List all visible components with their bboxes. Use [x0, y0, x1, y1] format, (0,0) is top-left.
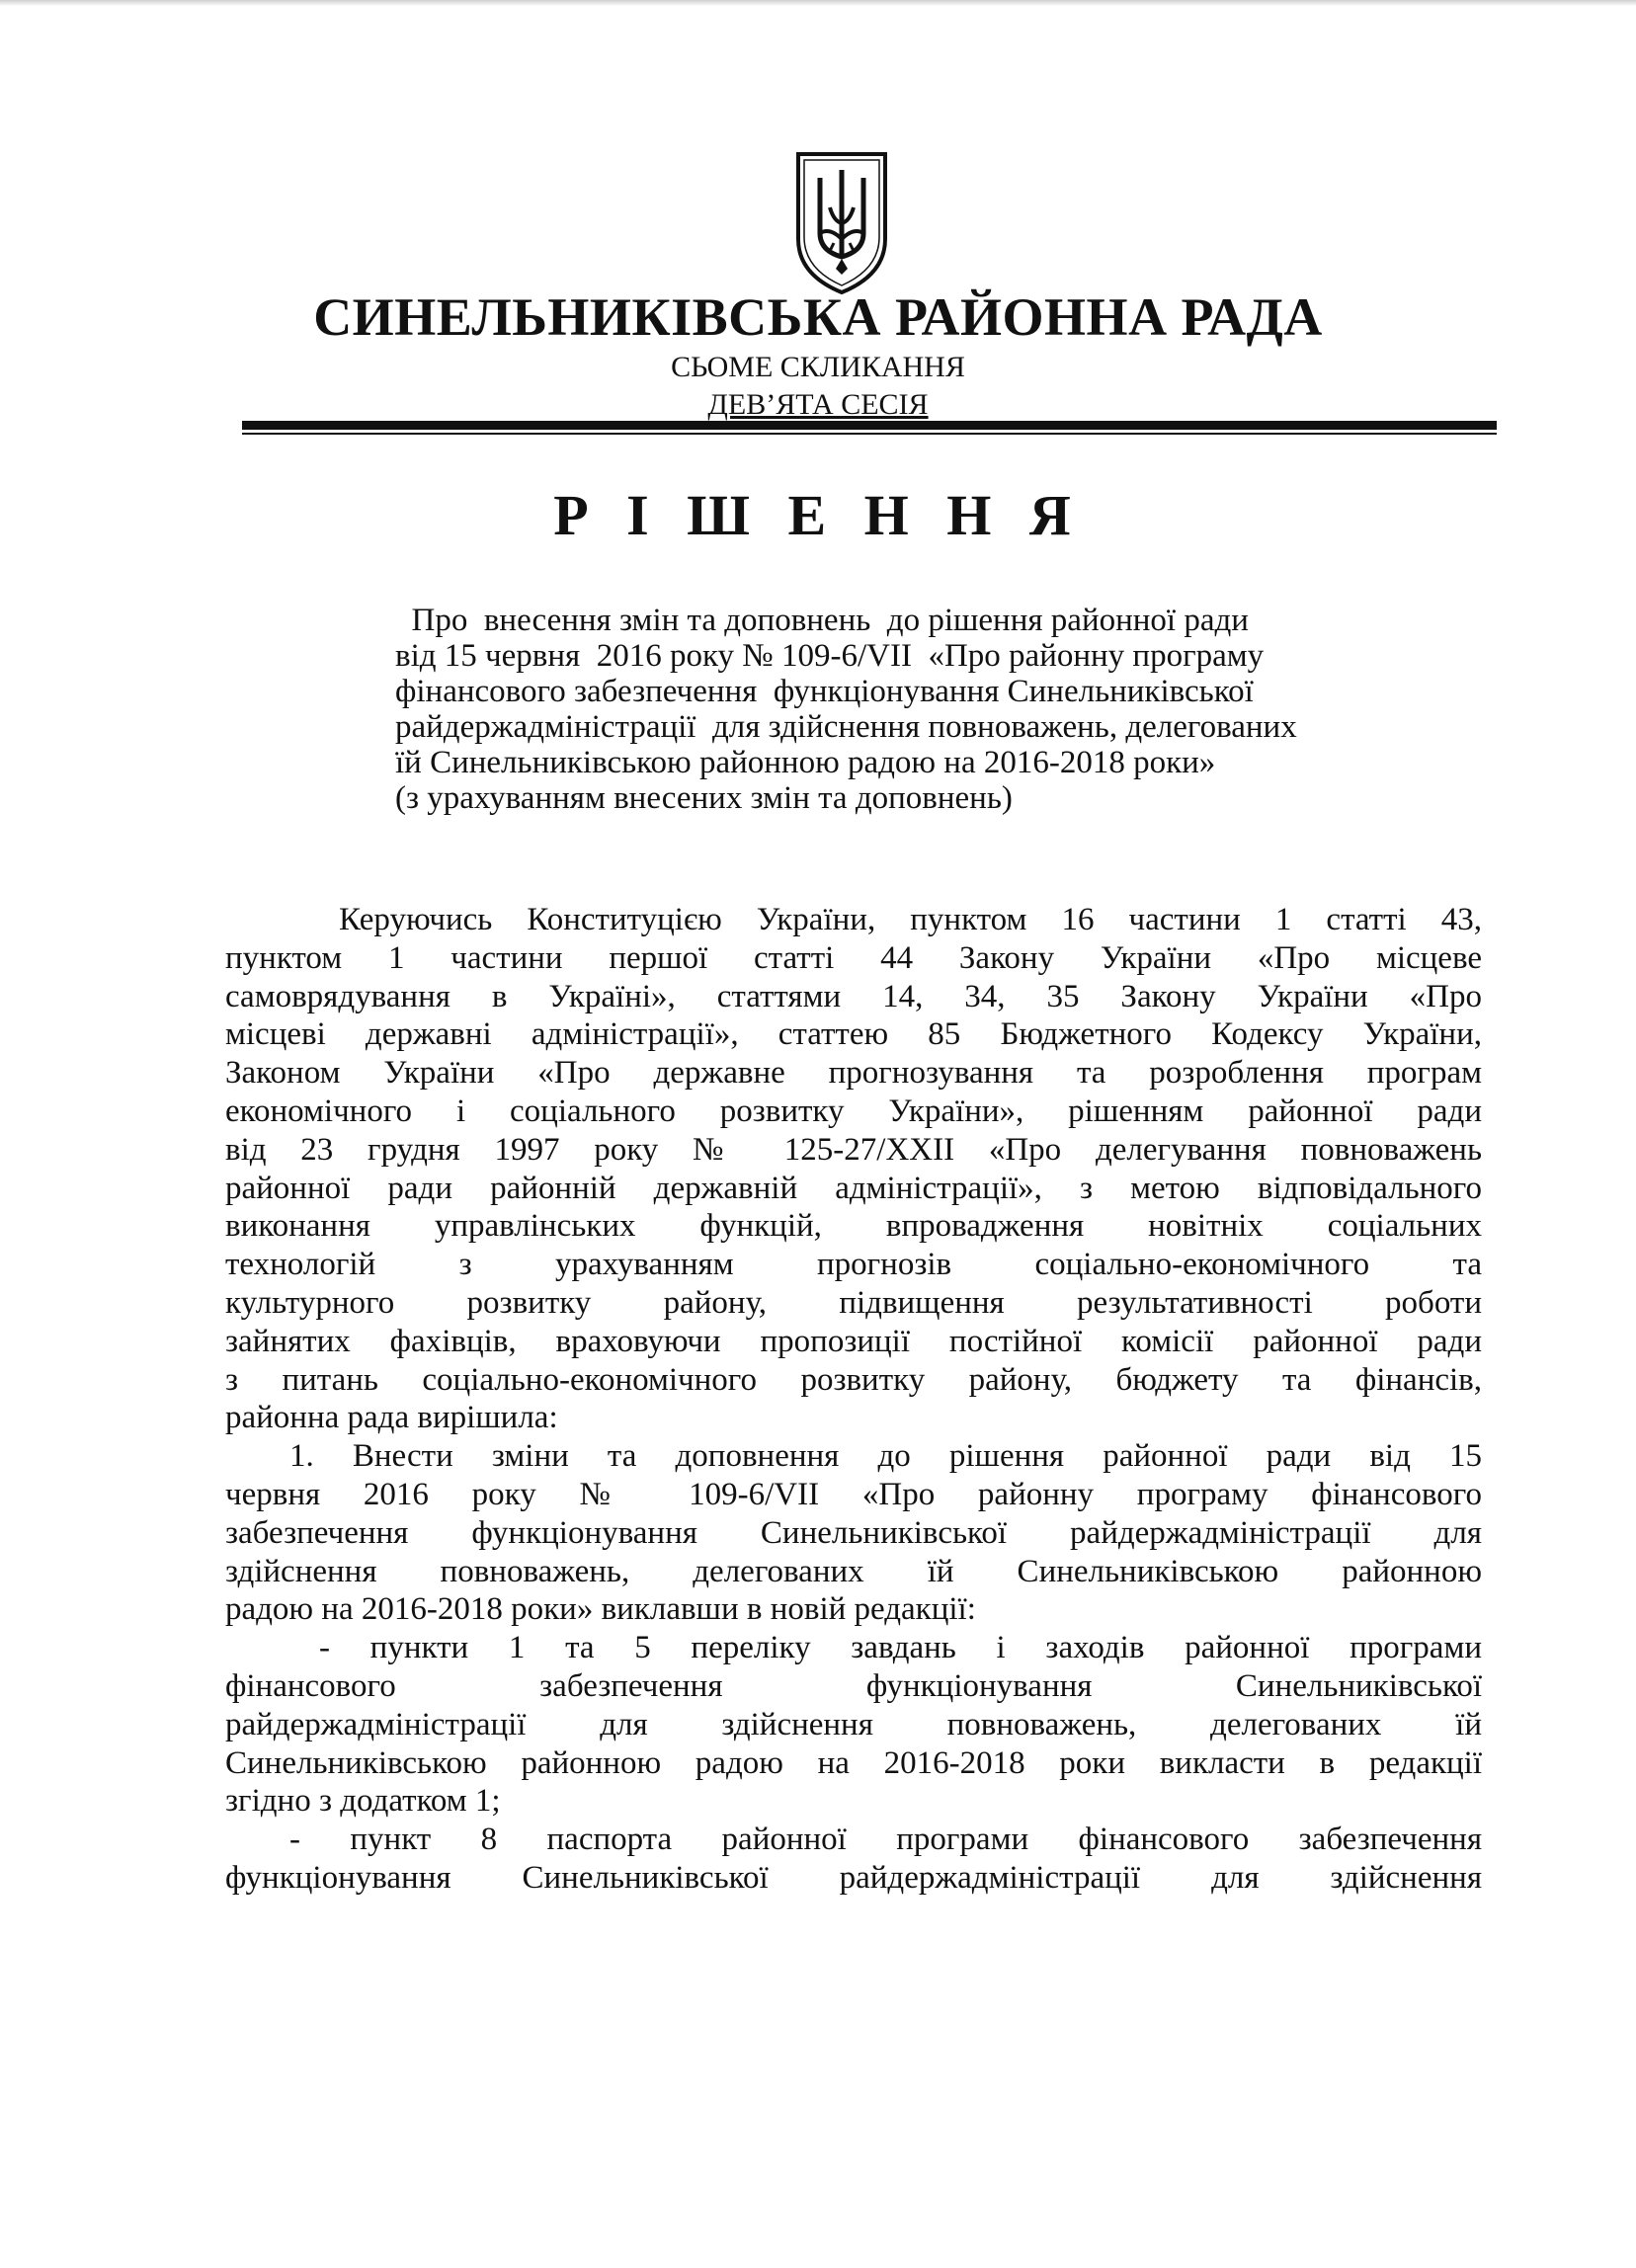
- body-line: технологій з урахуванням прогнозів соціально-економічного та: [225, 1247, 1482, 1283]
- body-line: фінансового забезпечення функціонування Синельниківської: [225, 1667, 1482, 1704]
- body-line: забезпечення функціонування Синельниківської райдержадміністрації для: [225, 1514, 1482, 1551]
- header-rule-thick: [242, 421, 1497, 430]
- body-line: функціонування Синельниківської райдержадміністрації для здійснення: [225, 1859, 1482, 1896]
- subject-line: (з урахуванням внесених змін та доповнень): [395, 780, 1013, 816]
- body-line: культурного розвитку району, підвищення результативності роботи: [225, 1284, 1482, 1321]
- scan-edge: [0, 0, 1636, 6]
- coat-of-arms-icon: [790, 148, 893, 296]
- body-line: районної ради районній державній адміністрації», з метою відповідального: [225, 1170, 1482, 1206]
- body-line: - пункт 8 паспорта районної програми фінансового забезпечення: [289, 1822, 1482, 1858]
- body-line: Керуючись Конституцією України, пунктом 16 частини 1 статті 43,: [339, 902, 1482, 937]
- council-name: СИНЕЛЬНИКІВСЬКА РАЙОННА РАДА: [313, 287, 1323, 347]
- body-line: здійснення повноважень, делегованих їй Синельниківською районною: [225, 1553, 1482, 1589]
- session-label: [0, 388, 1636, 422]
- session-text: ДЕВ’ЯТА СЕСІЯ: [707, 388, 929, 421]
- body-line: Синельниківською районною радою на 2016-2018 роки викласти в редакції: [225, 1744, 1482, 1781]
- body-line: районна рада вирішила:: [225, 1400, 558, 1436]
- body-line: згідно з додатком 1;: [225, 1783, 501, 1820]
- subject-line: райдержадміністрації для здійснення повноважень, делегованих: [395, 709, 1297, 745]
- header-rule-thin: [242, 433, 1497, 435]
- body-line: 1. Внести зміни та доповнення до рішення районної ради від 15: [289, 1438, 1482, 1475]
- body-line: - пункти 1 та 5 переліку завдань і заходів районної програми: [319, 1630, 1482, 1666]
- body-line: місцеві державні адміністрації», статтею 85 Бюджетного Кодексу України,: [225, 1016, 1482, 1053]
- body-line: з питань соціально-економічного розвитку району, бюджету та фінансів,: [225, 1361, 1482, 1398]
- convocation-label: СЬОМЕ СКЛИКАННЯ: [671, 351, 965, 383]
- subject-line: фінансового забезпечення функціонування Синельниківської: [395, 674, 1254, 709]
- body-line: виконання управлінських функцій, впровадження новітніх соціальних: [225, 1208, 1482, 1245]
- body-line: пунктом 1 частини першої статті 44 Закону України «Про місцеве: [225, 939, 1482, 976]
- body-line: від 23 грудня 1997 року № 125-27/XXII «Про делегування повноважень: [225, 1131, 1482, 1168]
- subject-line: їй Синельниківською районною радою на 2016-2018 роки»: [395, 745, 1216, 780]
- body-line: райдержадміністрації для здійснення повноважень, делегованих їй: [225, 1706, 1482, 1742]
- body-line: самоврядування в Україні», статтями 14, 34, 35 Закону України «Про: [225, 978, 1482, 1014]
- body-line: червня 2016 року № 109-6/VII «Про районну програму фінансового: [225, 1476, 1482, 1512]
- body-line: радою на 2016-2018 роки» виклавши в новій редакції:: [225, 1591, 976, 1628]
- decision-body: [225, 901, 1482, 1898]
- subject-line: від 15 червня 2016 року № 109-6/VII «Про районну програму: [395, 638, 1265, 674]
- decision-subject: [395, 603, 1462, 816]
- document-type-title: Р І Ш Е Н Н Я: [553, 483, 1083, 547]
- body-line: Законом України «Про державне прогнозування та розроблення програм: [225, 1055, 1482, 1092]
- body-line: зайнятих фахівців, враховуючи пропозиції постійної комісії районної ради: [225, 1323, 1482, 1359]
- subject-line: Про внесення змін та доповнень до рішення районної ради: [395, 603, 1249, 638]
- body-line: економічного і соціального розвитку України», рішенням районної ради: [225, 1093, 1482, 1129]
